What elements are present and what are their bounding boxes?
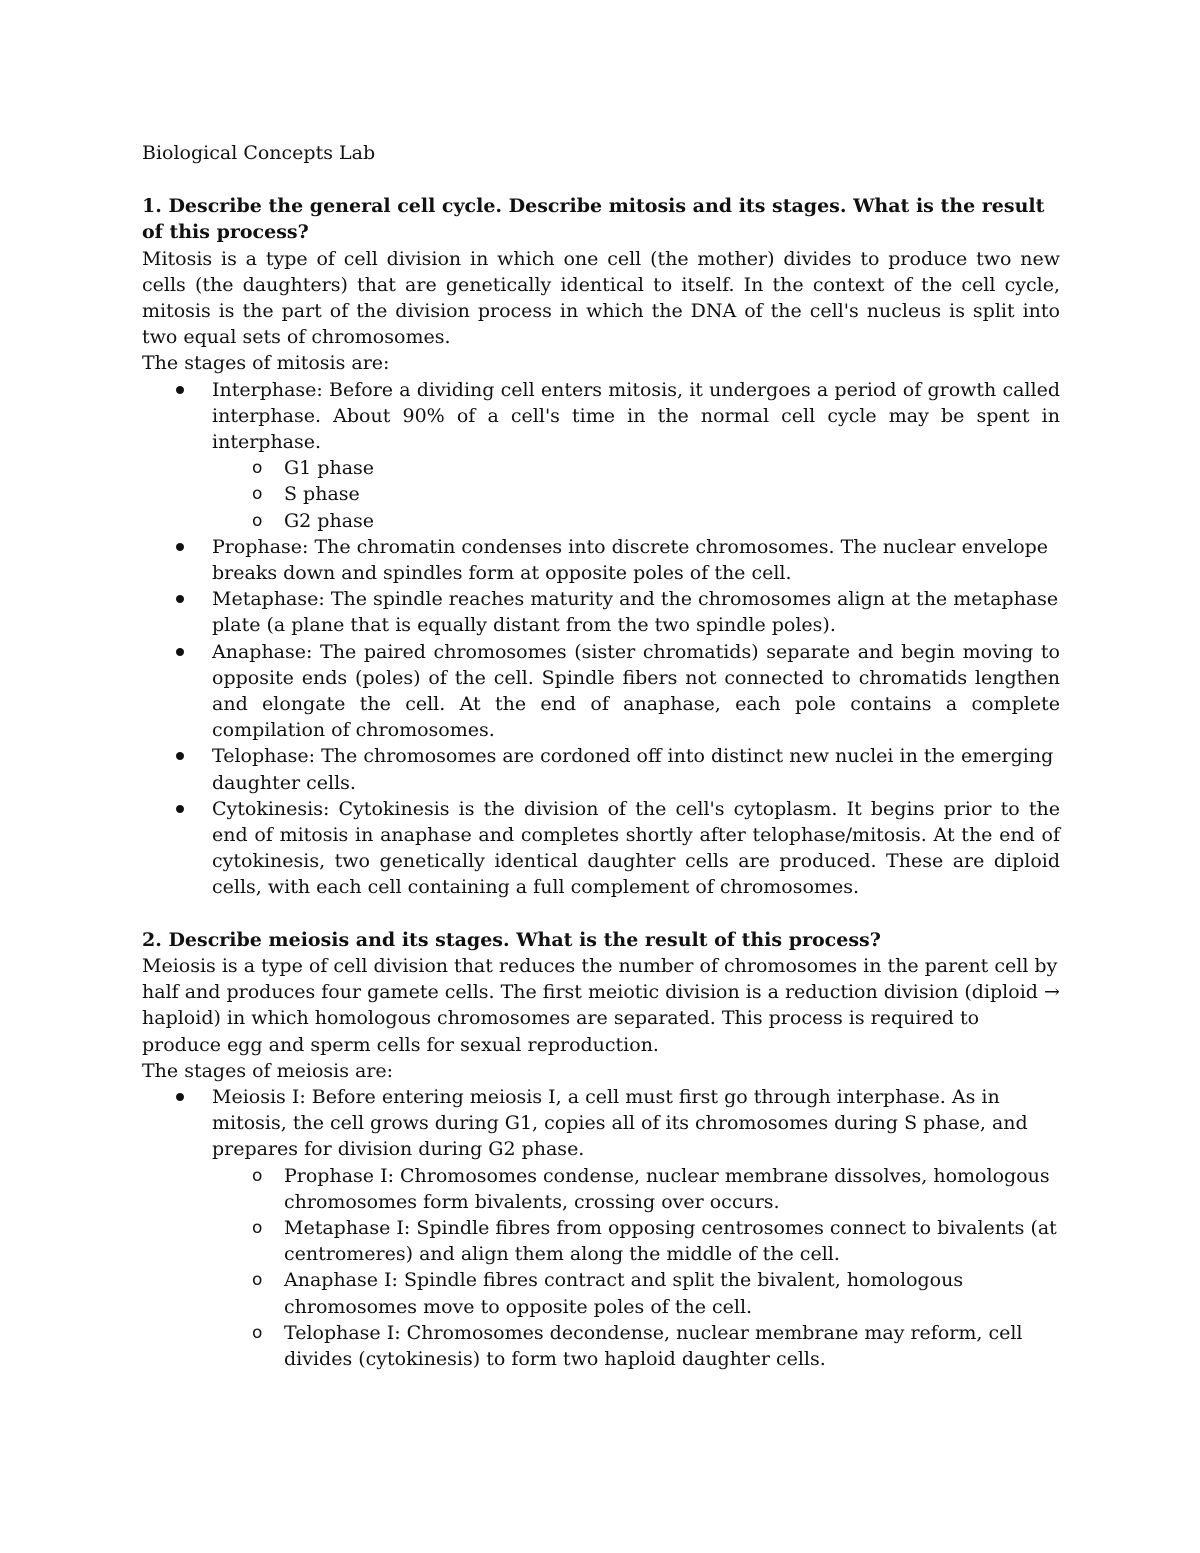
list-item: [142, 534, 1060, 586]
meiosis-intro: Meiosis is a type of cell division that reduces the number of chromosomes in the parent cell by half and produces four gamete cells. The first meiotic division is a reduction division (diploid → haploid) in which homologous chromosomes are separated. This process is required to produce egg and sperm cells for sexual reproduction.: [142, 954, 1060, 1056]
sub-stage-text: Anaphase I: Spindle fibres contract and split the bivalent, homologous chromosomes move to opposite poles of the cell.: [284, 1269, 964, 1318]
meiosis-stages-label: The stages of meiosis are:: [142, 1059, 394, 1082]
list-item: [142, 639, 1060, 744]
circle-bullet-icon: o: [252, 1270, 263, 1291]
interphase-sublist: [212, 455, 1060, 534]
bullet-icon: [176, 648, 184, 656]
circle-bullet-icon: o: [252, 484, 263, 505]
stage-text: Metaphase: The spindle reaches maturity and the chromosomes align at the metaphase plate (a plane that is equally distant from the two spindle poles).: [212, 588, 1059, 637]
stage-text: Telophase: The chromosomes are cordoned off into distinct new nuclei in the emerging daughter cells.: [212, 745, 1054, 794]
meiosis-i-sublist: [212, 1163, 1060, 1373]
bullet-icon: [176, 1093, 184, 1101]
circle-bullet-icon: o: [252, 510, 263, 531]
sub-stage-text: G2 phase: [284, 509, 375, 532]
sub-stage-text: S phase: [284, 483, 360, 506]
bullet-icon: [176, 543, 184, 551]
sub-list-item: [212, 508, 1060, 534]
mitosis-stages-list: [142, 377, 1060, 901]
stage-text: Meiosis I: Before entering meiosis I, a cell must first go through interphase. As in mitosis, the cell grows during G1, copies all of its chromosomes during S phase, and prepares for division during G2 phase.: [212, 1085, 1028, 1161]
list-item: [142, 586, 1060, 638]
stage-text: Anaphase: The paired chromosomes (sister chromatids) separate and begin moving to opposite ends (poles) of the cell. Spindle fibers not connected to chromatids lengthen and elongate the cell. At the end of anaphase, each pole contains a complete compilation of chromosomes.: [212, 640, 1060, 742]
sub-list-item: [212, 455, 1060, 481]
sub-stage-text: Metaphase I: Spindle fibres from opposing centrosomes connect to bivalents (at centromeres) and align them along the middle of the cell.: [284, 1216, 1057, 1266]
document-page: [142, 140, 1060, 1372]
stage-text: Prophase: The chromatin condenses into discrete chromosomes. The nuclear envelope breaks down and spindles form at opposite poles of the cell.: [212, 535, 1049, 585]
list-item: [142, 743, 1060, 795]
sub-list-item: [212, 1320, 1060, 1372]
bullet-icon: [176, 752, 184, 760]
mitosis-stages-label: The stages of mitosis are:: [142, 352, 390, 375]
bullet-icon: [176, 386, 184, 394]
bullet-icon: [176, 595, 184, 603]
list-item: [142, 796, 1060, 901]
sub-list-item: [212, 1215, 1060, 1267]
question-1: 1. Describe the general cell cycle. Describe mitosis and its stages. What is the result of this process?: [142, 195, 1045, 244]
stage-text: Interphase: Before a dividing cell enters mitosis, it undergoes a period of growth called interphase. About 90% of a cell's time in the normal cell cycle may be spent in interphase.: [212, 378, 1060, 454]
meiosis-stages-list: [142, 1084, 1060, 1372]
sub-list-item: [212, 1163, 1060, 1215]
document-title: Biological Concepts Lab: [142, 142, 376, 164]
mitosis-intro: Mitosis is a type of cell division in which one cell (the mother) divides to produce two new cells (the daughters) that are genetically identical to itself. In the context of the cell cycle, mitosis is the part of the division process in which the DNA of the cell's nucleus is split into two equal sets of chromosomes.: [142, 247, 1060, 349]
bullet-icon: [176, 805, 184, 813]
question-2: 2. Describe meiosis and its stages. What is the result of this process?: [142, 928, 881, 951]
sub-list-item: [212, 481, 1060, 507]
sub-list-item: [212, 1267, 1060, 1319]
circle-bullet-icon: o: [252, 458, 263, 479]
sub-stage-text: Telophase I: Chromosomes decondense, nuclear membrane may reform, cell divides (cytokinesis) to form two haploid daughter cells.: [284, 1321, 1023, 1370]
list-item: [142, 1084, 1060, 1372]
stage-text: Cytokinesis: Cytokinesis is the division of the cell's cytoplasm. It begins prior to the end of mitosis in anaphase and completes shortly after telophase/mitosis. At the end of cytokinesis, two genetically identical daughter cells are produced. These are diploid cells, with each cell containing a full complement of chromosomes.: [212, 797, 1060, 899]
sub-stage-text: Prophase I: Chromosomes condense, nuclear membrane dissolves, homologous chromosomes form bivalents, crossing over occurs.: [284, 1164, 1050, 1213]
circle-bullet-icon: o: [252, 1322, 263, 1343]
circle-bullet-icon: o: [252, 1217, 263, 1238]
section-spacer: [142, 901, 1060, 927]
circle-bullet-icon: o: [252, 1165, 263, 1186]
list-item: [142, 377, 1060, 534]
sub-stage-text: G1 phase: [284, 457, 375, 480]
